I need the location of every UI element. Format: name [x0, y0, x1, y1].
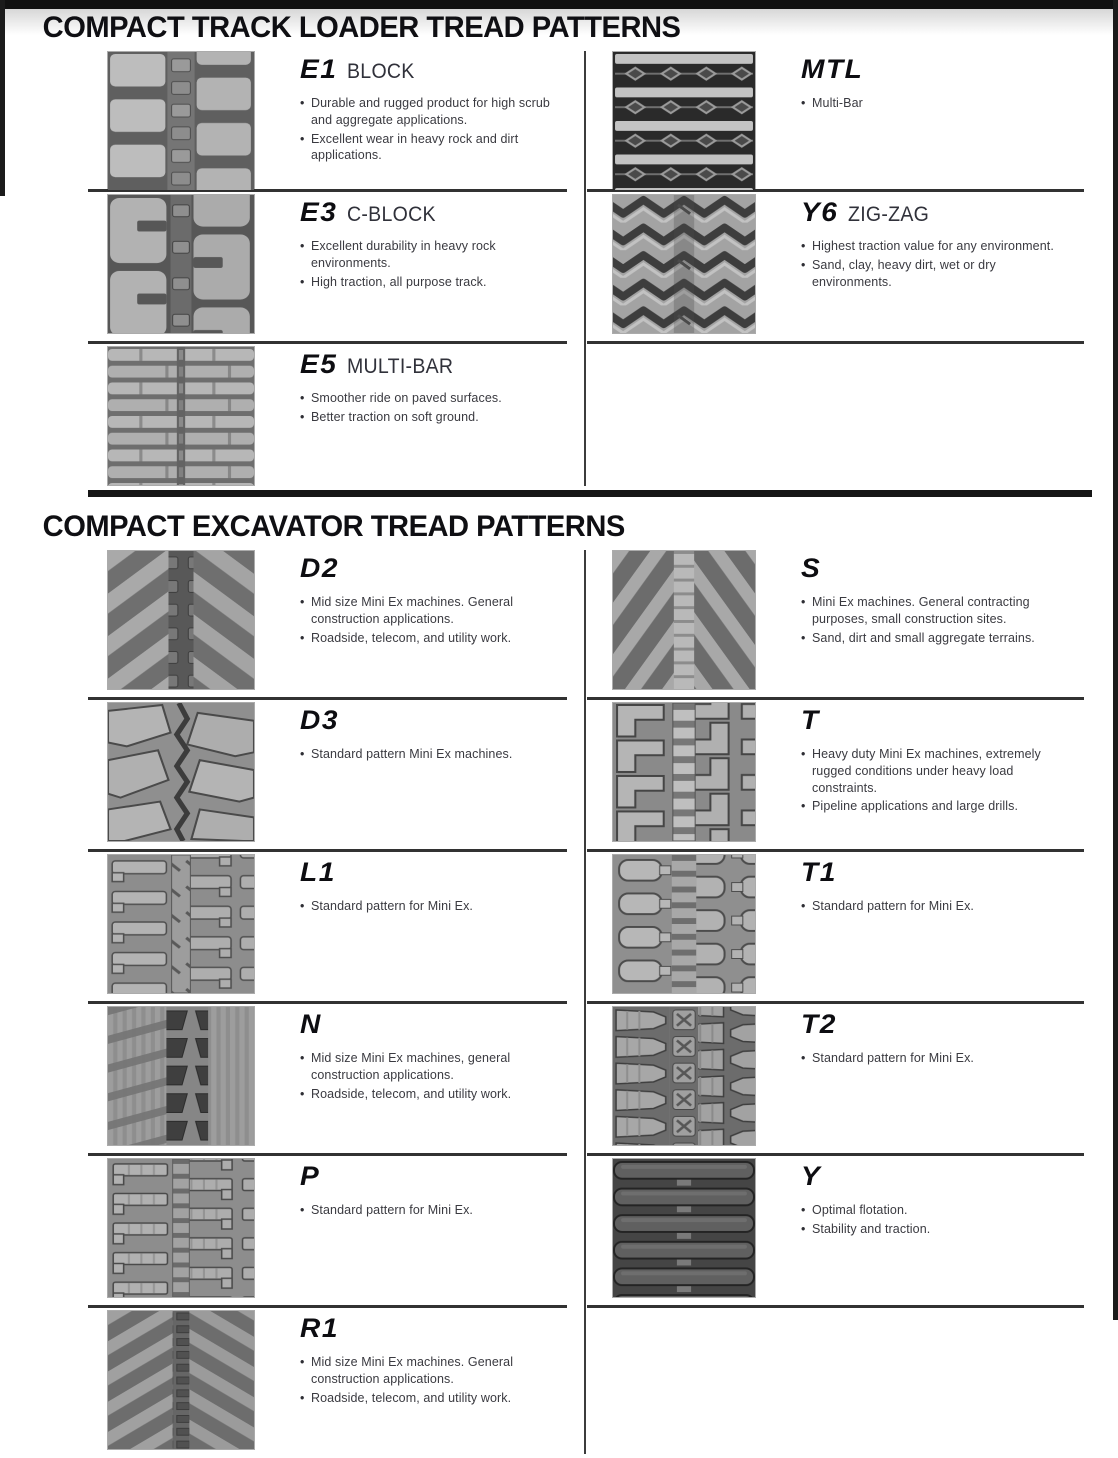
tread-photo-d3 [108, 703, 254, 841]
bullet-item: • Multi-Bar [801, 95, 1077, 112]
left-column [88, 49, 567, 490]
tread-pattern-entry [587, 49, 1084, 192]
pattern-code: MTL [801, 54, 864, 84]
tread-photo-t2 [613, 1007, 755, 1145]
bullet-item: • Mid size Mini Ex machines, general construction applications. [300, 1050, 567, 1084]
tread-photo-y6 [613, 195, 755, 333]
pattern-bullets [300, 238, 567, 290]
pattern-name: MULTI-BAR [347, 355, 454, 378]
pattern-bullets [300, 594, 567, 646]
tread-photo-e1 [108, 52, 254, 190]
section-title: COMPACT TRACK LOADER TREAD PATTERNS [42, 11, 681, 44]
pattern-info [801, 852, 1077, 1001]
pattern-heading [801, 197, 1077, 229]
tread-pattern-entry [88, 1004, 567, 1156]
pattern-heading [300, 1161, 567, 1193]
column-divider [584, 51, 586, 486]
tread-photo-e5 [108, 347, 254, 485]
pattern-info [801, 1004, 1077, 1153]
pattern-bullets [801, 898, 1077, 915]
bullet-item: • Standard pattern for Mini Ex. [801, 898, 1077, 915]
top-black-bar [0, 0, 1118, 9]
pattern-code: T [801, 705, 820, 735]
pattern-heading [801, 553, 1077, 585]
tread-pattern-entry [88, 192, 567, 344]
bullet-item: • Smoother ride on paved surfaces. [300, 390, 567, 407]
pattern-bullets [801, 1050, 1077, 1067]
pattern-code: E3 [300, 197, 338, 227]
tread-pattern-entry [587, 548, 1084, 700]
pattern-code: E1 [300, 54, 338, 84]
pattern-code: R1 [300, 1313, 340, 1343]
pattern-info [300, 548, 567, 697]
section-compact-excavator [0, 497, 1118, 1458]
page-right-border [1113, 0, 1118, 1320]
bullet-item: • Standard pattern for Mini Ex. [801, 1050, 1077, 1067]
tread-photo-s [613, 551, 755, 689]
tread-pattern-entry [587, 192, 1084, 344]
pattern-heading [300, 1313, 567, 1345]
tread-photo-r1 [108, 1311, 254, 1449]
pattern-heading [300, 1009, 567, 1041]
pattern-code: D3 [300, 705, 340, 735]
pattern-heading [801, 1161, 1077, 1193]
pattern-bullets [801, 746, 1077, 815]
bullet-item: • Roadside, telecom, and utility work. [300, 630, 567, 647]
pattern-info [300, 700, 567, 849]
two-column-layout [88, 49, 1092, 497]
tread-pattern-entry [88, 548, 567, 700]
pattern-heading [300, 857, 567, 889]
tread-photo-t1 [613, 855, 755, 993]
bullet-item: • Standard pattern for Mini Ex. [300, 898, 567, 915]
tread-pattern-entry [88, 344, 567, 490]
bullet-item: • Optimal flotation. [801, 1202, 1077, 1219]
pattern-info [801, 192, 1077, 341]
pattern-code: Y6 [801, 197, 839, 227]
bullet-item: • Standard pattern Mini Ex machines. [300, 746, 567, 763]
pattern-heading [300, 197, 567, 229]
pattern-info [801, 548, 1077, 697]
tread-pattern-entry [587, 1156, 1084, 1308]
tread-photo-t [613, 703, 755, 841]
pattern-heading [300, 349, 567, 381]
pattern-info [300, 1308, 567, 1458]
tread-photo-mtl [613, 52, 755, 190]
right-column [587, 49, 1084, 490]
pattern-code: Y [801, 1161, 822, 1191]
section-compact-track-loader [0, 0, 1118, 497]
pattern-code: D2 [300, 553, 340, 583]
left-column [88, 548, 567, 1458]
bullet-item: • High traction, all purpose track. [300, 274, 567, 291]
tread-pattern-entry [88, 852, 567, 1004]
pattern-name: C-BLOCK [347, 203, 436, 226]
column-divider [584, 550, 586, 1454]
pattern-bullets [300, 1354, 567, 1406]
pattern-bullets [300, 898, 567, 915]
pattern-info [300, 344, 567, 490]
tread-pattern-entry [88, 1156, 567, 1308]
tread-photo-l1 [108, 855, 254, 993]
pattern-info [300, 192, 567, 341]
tread-pattern-entry [88, 700, 567, 852]
pattern-heading [801, 857, 1077, 889]
bullet-item: • Stability and traction. [801, 1221, 1077, 1238]
pattern-bullets [300, 1202, 567, 1219]
tread-pattern-entry [587, 852, 1084, 1004]
bullet-item: • Highest traction value for any environment. [801, 238, 1077, 255]
pattern-code: T1 [801, 857, 837, 887]
page-left-border [0, 0, 5, 196]
pattern-heading [801, 1009, 1077, 1041]
pattern-bullets [801, 238, 1077, 290]
bullet-item: • Standard pattern for Mini Ex. [300, 1202, 567, 1219]
tread-photo-p [108, 1159, 254, 1297]
two-column-layout [88, 548, 1092, 1458]
pattern-bullets [801, 95, 1077, 112]
bullet-item: • Heavy duty Mini Ex machines, extremely rugged conditions under heavy load constraints. [801, 746, 1077, 796]
pattern-code: S [801, 553, 822, 583]
pattern-info [801, 700, 1077, 849]
bullet-item: • Durable and rugged product for high scrub and aggregate applications. [300, 95, 567, 129]
pattern-bullets [300, 390, 567, 426]
pattern-name: ZIG-ZAG [848, 203, 930, 226]
pattern-bullets [801, 594, 1077, 646]
section-title: COMPACT EXCAVATOR TREAD PATTERNS [42, 510, 625, 543]
pattern-info [300, 852, 567, 1001]
bullet-item: • Roadside, telecom, and utility work. [300, 1390, 567, 1407]
bullet-item: • Mini Ex machines. General contracting purposes, small construction sites. [801, 594, 1077, 628]
tread-pattern-entry [587, 700, 1084, 852]
bullet-item: • Mid size Mini Ex machines. General construction applications. [300, 594, 567, 628]
bullet-item: • Sand, clay, heavy dirt, wet or dry environments. [801, 257, 1077, 291]
tread-photo-y [613, 1159, 755, 1297]
pattern-info [300, 49, 567, 189]
pattern-bullets [300, 1050, 567, 1102]
bullet-item: • Mid size Mini Ex machines. General construction applications. [300, 1354, 567, 1388]
pattern-info [300, 1004, 567, 1153]
pattern-info [801, 49, 1077, 189]
right-column [587, 548, 1084, 1458]
tread-photo-e3 [108, 195, 254, 333]
pattern-code: E5 [300, 349, 338, 379]
pattern-info [801, 1156, 1077, 1305]
tread-pattern-entry [88, 1308, 567, 1458]
tread-photo-n [108, 1007, 254, 1145]
pattern-heading [300, 54, 567, 86]
pattern-name: BLOCK [347, 60, 415, 83]
pattern-bullets [300, 746, 567, 763]
pattern-code: P [300, 1161, 321, 1191]
bullet-item: • Sand, dirt and small aggregate terrains. [801, 630, 1077, 647]
bullet-item: • Excellent wear in heavy rock and dirt applications. [300, 131, 567, 165]
tread-pattern-entry [587, 1004, 1084, 1156]
pattern-code: L1 [300, 857, 336, 887]
bullet-item: • Better traction on soft ground. [300, 409, 567, 426]
pattern-info [300, 1156, 567, 1305]
pattern-bullets [300, 95, 567, 164]
bullet-item: • Roadside, telecom, and utility work. [300, 1086, 567, 1103]
pattern-code: T2 [801, 1009, 837, 1039]
bullet-item: • Pipeline applications and large drills. [801, 798, 1077, 815]
pattern-heading [801, 705, 1077, 737]
pattern-heading [300, 553, 567, 585]
pattern-code: N [300, 1009, 322, 1039]
tread-photo-d2 [108, 551, 254, 689]
pattern-heading [801, 54, 1077, 86]
bullet-item: • Excellent durability in heavy rock environments. [300, 238, 567, 272]
pattern-bullets [801, 1202, 1077, 1238]
tread-pattern-entry [88, 49, 567, 192]
pattern-heading [300, 705, 567, 737]
